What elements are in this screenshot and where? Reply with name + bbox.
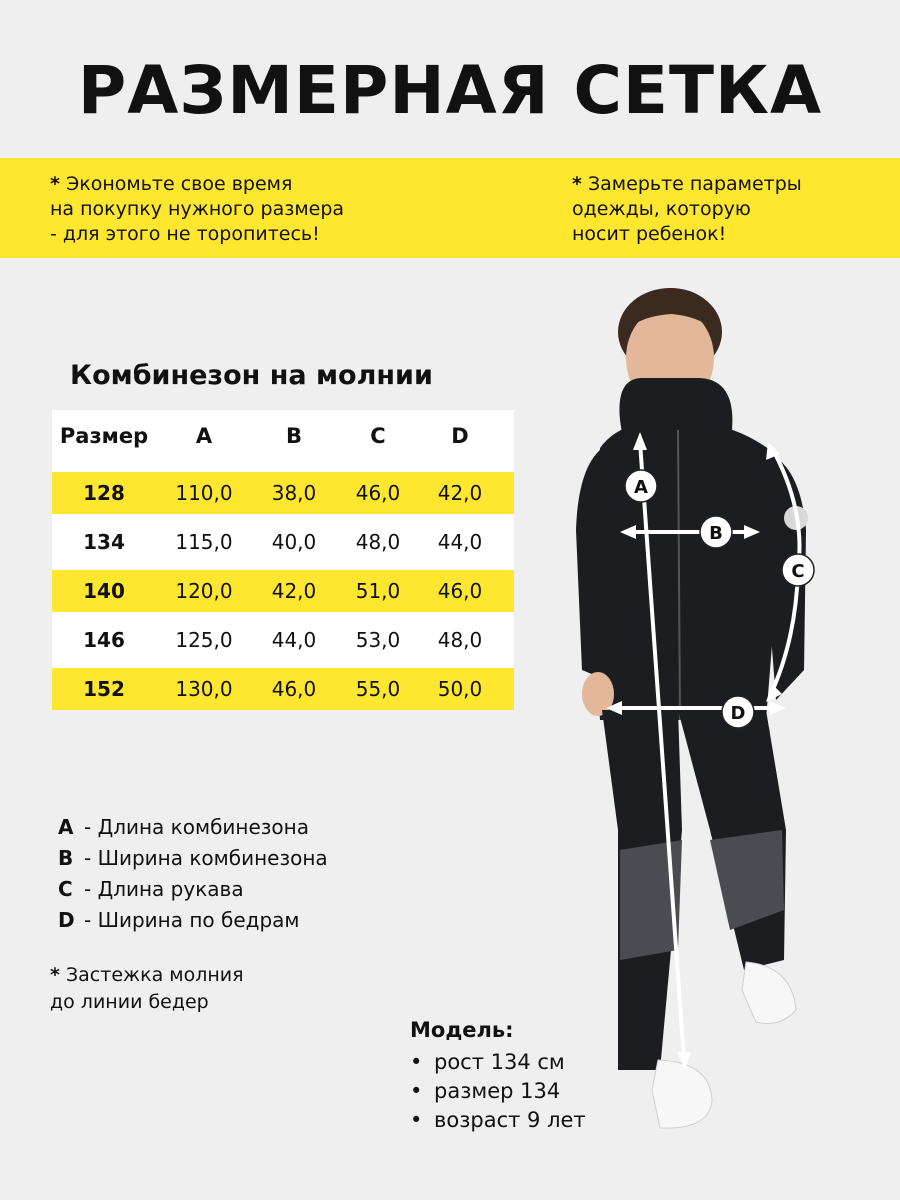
model-item-text: размер 134	[434, 1079, 561, 1103]
zip-note-line: до линии бедер	[50, 991, 209, 1013]
cell-size: 128	[83, 481, 125, 505]
legend-key: D	[58, 908, 75, 932]
label-c: C	[791, 561, 805, 582]
header-a: A	[195, 424, 213, 448]
tip-line: носит ребенок!	[572, 223, 727, 245]
measurement-legend	[58, 812, 328, 936]
cell-c: 48,0	[355, 530, 401, 554]
jumpsuit-torso	[590, 420, 778, 720]
tip-line: на покупку нужного размера	[50, 198, 345, 220]
model-item-text: возраст 9 лет	[434, 1108, 586, 1132]
table-row	[52, 668, 514, 710]
tip-line: Экономьте свое время	[65, 173, 293, 195]
legend-text: - Ширина по бедрам	[84, 908, 300, 932]
tip-line: Замерьте параметры	[587, 173, 802, 195]
cell-b: 42,0	[271, 579, 317, 603]
legend-item	[58, 843, 328, 874]
cell-size: 152	[83, 677, 125, 701]
cell-size: 140	[83, 579, 125, 603]
legend-key: C	[58, 877, 73, 901]
header-c: C	[370, 424, 386, 448]
legend-item	[58, 812, 328, 843]
cell-c: 51,0	[355, 579, 401, 603]
legend-item	[58, 874, 328, 905]
size-table	[52, 410, 514, 710]
label-a: A	[634, 477, 648, 498]
cell-a: 130,0	[175, 677, 233, 701]
asterisk: *	[50, 964, 60, 986]
cell-b: 46,0	[271, 677, 317, 701]
model-heading: Модель:	[410, 1018, 514, 1042]
table-row	[52, 619, 514, 661]
cell-c: 55,0	[355, 677, 401, 701]
product-title: Комбинезон на молнии	[70, 360, 433, 391]
asterisk: *	[572, 173, 582, 195]
asterisk: *	[50, 173, 60, 195]
tip-left	[50, 172, 344, 247]
label-d: D	[730, 703, 746, 724]
zip-note-line: Застежка молния	[65, 964, 244, 986]
cell-b: 40,0	[271, 530, 317, 554]
legend-text: - Длина рукава	[84, 877, 244, 901]
legend-text: - Длина комбинезона	[84, 815, 309, 839]
cell-a: 125,0	[175, 628, 233, 652]
legend-item	[58, 905, 328, 936]
cell-a: 110,0	[175, 481, 233, 505]
cell-d: 42,0	[437, 481, 483, 505]
bullet: •	[410, 1108, 423, 1132]
header-size: Размер	[59, 424, 149, 448]
legend-text: - Ширина комбинезона	[84, 846, 328, 870]
cell-a: 120,0	[175, 579, 233, 603]
cell-c: 53,0	[355, 628, 401, 652]
label-b: B	[709, 523, 723, 544]
cell-c: 46,0	[355, 481, 401, 505]
page-title: РАЗМЕРНАЯ СЕТКА	[77, 52, 823, 129]
shoe-left	[652, 1060, 712, 1128]
legend-key: B	[58, 846, 74, 870]
zip-note	[50, 962, 244, 1016]
cell-size: 134	[83, 530, 125, 554]
model-figure	[560, 270, 860, 1200]
cell-d: 44,0	[437, 530, 483, 554]
cell-b: 44,0	[271, 628, 317, 652]
cell-size: 146	[83, 628, 125, 652]
model-item-text: рост 134 см	[434, 1050, 565, 1074]
cell-d: 50,0	[437, 677, 483, 701]
cell-b: 38,0	[271, 481, 317, 505]
cell-d: 48,0	[437, 628, 483, 652]
header-b: B	[285, 424, 302, 448]
tip-line: одежды, которую	[572, 198, 751, 220]
cell-a: 115,0	[175, 530, 233, 554]
tip-right	[572, 172, 802, 247]
table-row	[52, 521, 514, 563]
hand-left	[582, 672, 614, 716]
shoe-right	[742, 962, 796, 1024]
table-row	[52, 570, 514, 612]
cell-d: 46,0	[437, 579, 483, 603]
table-row	[52, 472, 514, 514]
legend-key: A	[58, 815, 74, 839]
header-d: D	[451, 424, 469, 448]
tip-line: - для этого не торопитесь!	[50, 223, 320, 245]
bullet: •	[410, 1079, 423, 1103]
bullet: •	[410, 1050, 423, 1074]
